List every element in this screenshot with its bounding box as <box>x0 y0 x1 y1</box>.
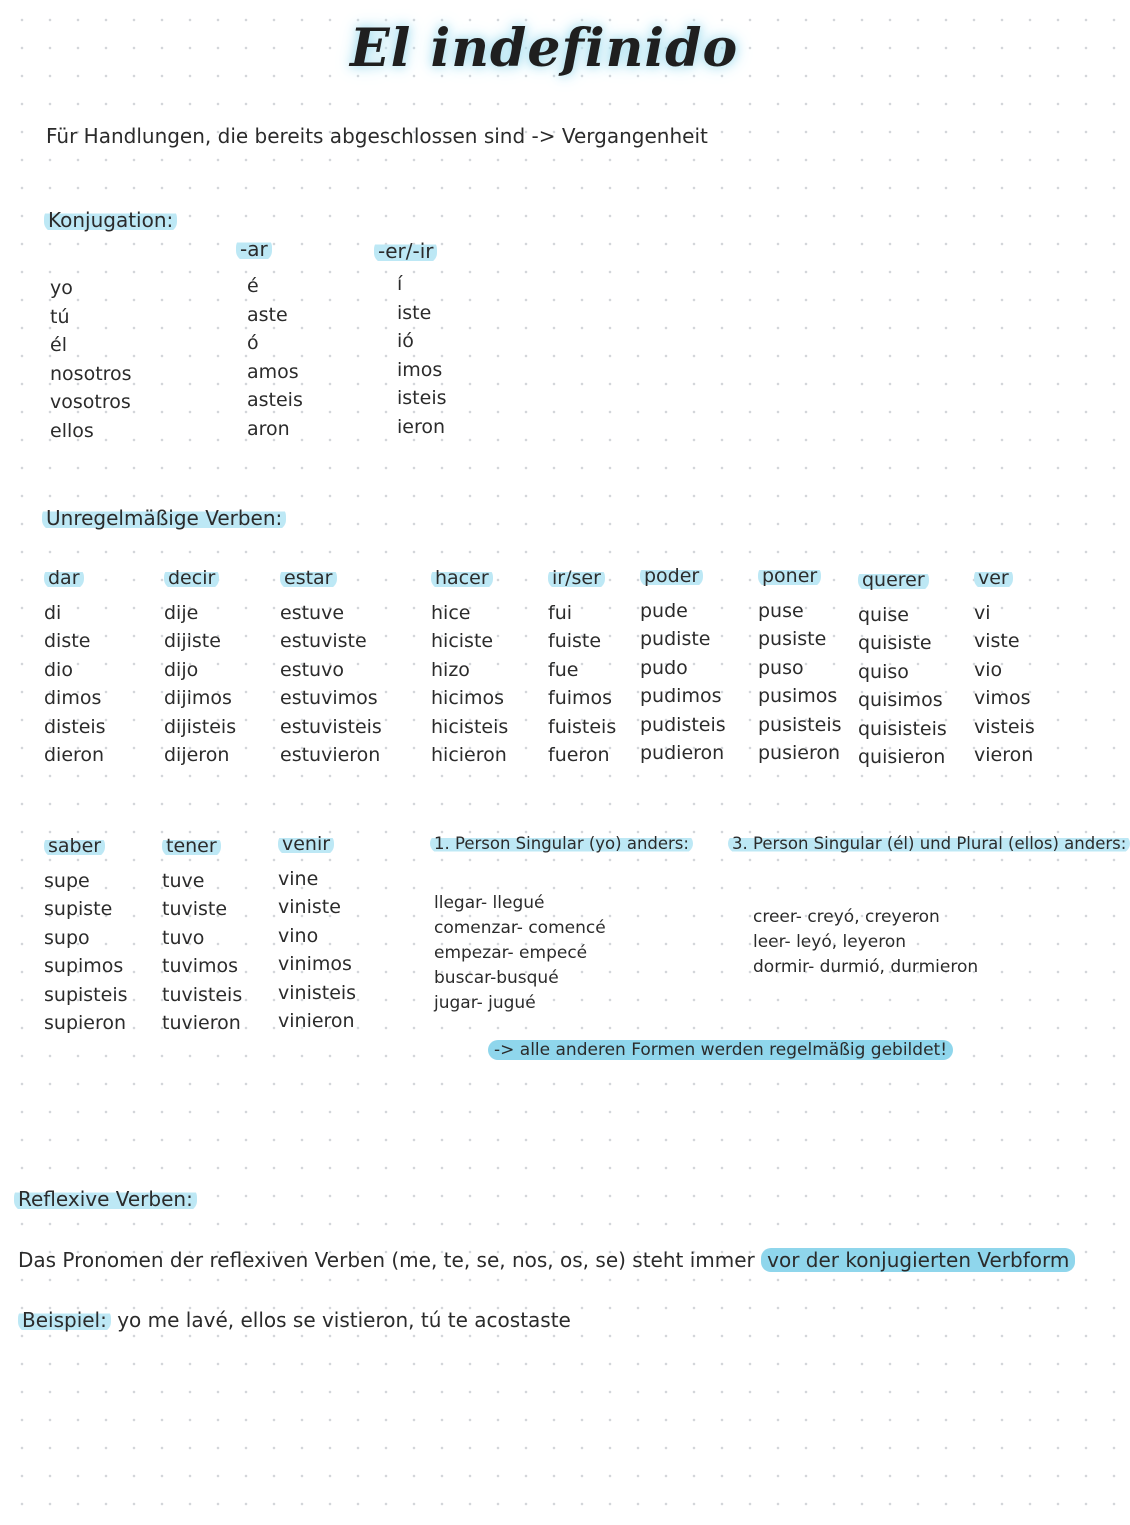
list-item: empezar- empecé <box>434 943 588 963</box>
list-item: llegar- llegué <box>434 893 545 913</box>
verb-heading: hacer <box>431 567 493 589</box>
verb-form: dio <box>44 658 73 681</box>
verb-form: fuimos <box>548 687 613 709</box>
verb-form: visteis <box>974 715 1035 738</box>
verb-form: dimos <box>44 687 102 709</box>
verb-column-querer <box>858 566 947 772</box>
verb-form: hicieron <box>431 744 507 766</box>
pronoun: ellos <box>50 419 94 442</box>
verb-form: dijimos <box>164 687 232 709</box>
verb-form: puso <box>758 656 804 679</box>
verb-form: pusimos <box>758 685 838 707</box>
verb-form: quisiste <box>858 632 932 654</box>
verb-form: dieron <box>44 744 105 766</box>
verb-column-dar <box>44 564 106 770</box>
verb-column-estar <box>280 564 382 770</box>
verb-form: hiciste <box>431 630 494 652</box>
verb-form: fuiste <box>548 630 602 652</box>
ar-heading: -ar <box>236 237 272 261</box>
list-item: comenzar- comencé <box>434 918 606 938</box>
irregular-heading: Unregelmäßige Verben: <box>42 506 286 530</box>
verb-form: fue <box>548 658 579 681</box>
verb-form: supiste <box>44 898 113 920</box>
pronoun: nosotros <box>50 362 132 385</box>
reflexive-example <box>18 1308 571 1332</box>
ending: iste <box>397 301 432 324</box>
verb-form: quisisteis <box>858 717 947 740</box>
verb-form: fueron <box>548 744 610 766</box>
first-person-heading: 1. Person Singular (yo) anders: <box>430 834 693 853</box>
verb-form: pudiste <box>640 628 711 650</box>
verb-form: supisteis <box>44 983 128 1006</box>
verb-form: estuvimos <box>280 687 378 709</box>
ending: amos <box>247 360 299 383</box>
erir-heading: -er/-ir <box>374 239 437 263</box>
verb-form: estuvo <box>280 658 344 681</box>
verb-column-decir <box>164 564 236 770</box>
verb-heading: querer <box>858 569 929 591</box>
list-item: buscar-busqué <box>434 968 559 988</box>
verb-form: diste <box>44 630 91 652</box>
verb-form: estuve <box>280 601 345 624</box>
example-text: yo me lavé, ellos se vistieron, tú te acostaste <box>117 1308 571 1332</box>
verb-heading: poner <box>758 565 821 587</box>
verb-form: quisimos <box>858 689 943 711</box>
verb-form: pudisteis <box>640 713 726 736</box>
ending: asteis <box>247 389 303 411</box>
verb-form: quise <box>858 603 909 626</box>
verb-form: estuviste <box>280 630 367 652</box>
verb-form: tuve <box>162 869 205 892</box>
verb-heading: decir <box>164 567 219 589</box>
verb-form: vieron <box>974 744 1034 766</box>
verb-column-saber <box>44 832 128 1038</box>
ending: aron <box>247 417 290 440</box>
verb-form: fui <box>548 601 573 624</box>
example-label: Beispiel: <box>18 1308 111 1332</box>
verb-form: vi <box>974 601 991 624</box>
verb-form: hicisteis <box>431 715 509 738</box>
verb-form: dijeron <box>164 744 230 766</box>
third-person-heading: 3. Person Singular (él) und Plural (ellos) anders: <box>728 834 1130 853</box>
reflexive-rule <box>18 1248 1075 1272</box>
verb-form: pusiste <box>758 628 827 650</box>
third-person-list <box>753 905 978 980</box>
verb-heading: tener <box>162 835 221 857</box>
verb-form: dijo <box>164 658 199 681</box>
pronoun: él <box>50 334 67 356</box>
verb-form: vimos <box>974 687 1031 709</box>
verb-form: vinisteis <box>278 981 357 1004</box>
verb-heading: estar <box>280 567 337 589</box>
verb-heading: poder <box>640 565 703 587</box>
pronoun: yo <box>50 277 73 299</box>
verb-form: hizo <box>431 658 470 681</box>
verb-form: tuvieron <box>162 1012 241 1034</box>
verb-heading: saber <box>44 835 105 857</box>
ending: ó <box>247 332 259 354</box>
list-item: jugar- jugué <box>434 993 536 1013</box>
intro-text: Für Handlungen, die bereits abgeschlossen sind -> Vergangenheit <box>46 124 708 148</box>
verb-form: puse <box>758 599 804 622</box>
ending: é <box>247 275 259 297</box>
ending: aste <box>247 303 288 326</box>
verb-form: supimos <box>44 955 124 977</box>
verb-form: quiso <box>858 660 909 683</box>
verb-form: estuvieron <box>280 744 381 766</box>
verb-heading: dar <box>44 567 84 589</box>
verb-heading: ir/ser <box>548 567 605 589</box>
verb-column-venir <box>278 830 356 1036</box>
verb-form: hice <box>431 601 471 624</box>
first-person-list <box>434 891 606 1016</box>
reflexive-rule-highlight: vor der konjugierten Verbform <box>761 1248 1075 1272</box>
verb-form: pudimos <box>640 685 722 707</box>
verb-form: supo <box>44 926 90 949</box>
verb-form: viste <box>974 630 1020 652</box>
list-item: creer- creyó, creyeron <box>753 907 940 927</box>
ending: ieron <box>397 415 446 438</box>
verb-form: pudieron <box>640 742 725 764</box>
verb-form: pudo <box>640 656 688 679</box>
verb-form: tuvo <box>162 926 205 949</box>
rule-note: -> alle anderen Formen werden regelmäßig gebildet! <box>488 1040 953 1060</box>
ending: ió <box>397 330 414 352</box>
ending: í <box>397 273 403 295</box>
verb-form: vinieron <box>278 1010 355 1032</box>
verb-form: vio <box>974 658 1003 681</box>
verb-column-ver <box>974 564 1035 770</box>
verb-column-tener <box>162 832 242 1038</box>
pronoun: tú <box>50 305 70 328</box>
conjugation-heading: Konjugation: <box>44 208 177 232</box>
verb-form: tuvisteis <box>162 983 243 1006</box>
reflexive-rule-text: Das Pronomen der reflexiven Verben (me, te, se, nos, os, se) steht immer <box>18 1248 755 1272</box>
verb-column-ir-ser <box>548 564 616 770</box>
verb-form: dije <box>164 601 199 624</box>
verb-form: tuviste <box>162 898 228 920</box>
verb-form: vino <box>278 924 319 947</box>
pronoun: vosotros <box>50 391 131 413</box>
verb-form: fuisteis <box>548 715 617 738</box>
page-title: El indefinido <box>350 18 739 79</box>
verb-form: disteis <box>44 715 106 738</box>
verb-column-hacer <box>431 564 508 770</box>
list-item: dormir- durmió, durmieron <box>753 957 979 977</box>
verb-form: hicimos <box>431 687 505 709</box>
verb-form: pude <box>640 599 688 622</box>
verb-heading: ver <box>974 567 1013 589</box>
verb-form: vinimos <box>278 953 352 975</box>
verb-form: viniste <box>278 896 341 918</box>
verb-form: di <box>44 601 62 624</box>
list-item: leer- leyó, leyeron <box>753 932 907 952</box>
erir-endings-column <box>397 270 447 441</box>
verb-form: dijiste <box>164 630 221 652</box>
ending: imos <box>397 358 443 381</box>
pronoun-column <box>50 274 132 445</box>
verb-form: supieron <box>44 1012 127 1034</box>
verb-form: vine <box>278 867 319 890</box>
verb-column-poder <box>640 562 726 768</box>
ar-endings-column <box>247 272 303 443</box>
verb-form: tuvimos <box>162 955 239 977</box>
verb-form: dijisteis <box>164 715 237 738</box>
reflexive-heading: Reflexive Verben: <box>14 1187 197 1211</box>
ending: isteis <box>397 387 447 409</box>
verb-form: pusisteis <box>758 713 842 736</box>
verb-form: supe <box>44 869 90 892</box>
verb-form: estuvisteis <box>280 715 382 738</box>
verb-heading: venir <box>278 833 334 855</box>
verb-column-poner <box>758 562 842 768</box>
verb-form: pusieron <box>758 742 841 764</box>
verb-form: quisieron <box>858 746 946 768</box>
